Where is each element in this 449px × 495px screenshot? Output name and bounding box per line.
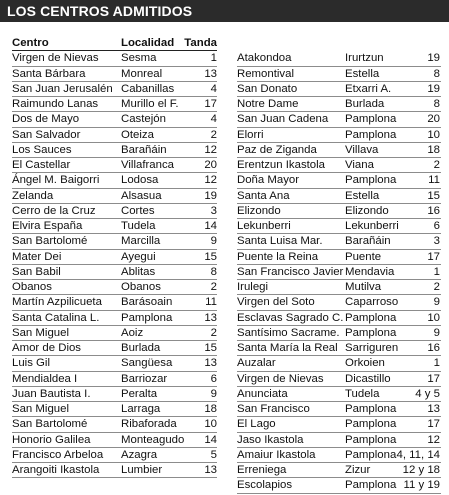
- cell-localidad: Ribaforada: [121, 418, 177, 431]
- table-row: [12, 280, 217, 295]
- table-row: [237, 97, 441, 112]
- cell-centro: Notre Dame: [237, 98, 299, 110]
- table-row: [12, 433, 217, 448]
- cell-centro: Erreniega: [237, 464, 287, 476]
- cell-localidad: Orkoien: [345, 357, 385, 370]
- cell-tanda: 1: [433, 357, 440, 370]
- cell-tanda: 18: [204, 403, 217, 415]
- cell-localidad: Murillo el F.: [121, 98, 179, 110]
- cell-centro: San Juan Cadena: [237, 113, 329, 126]
- cell-centro: Zelanda: [12, 189, 54, 202]
- cell-localidad: Sangüesa: [121, 357, 173, 370]
- cell-centro: Santa Catalina L.: [12, 311, 100, 324]
- table-row: [12, 158, 217, 173]
- cell-centro: Santa Bárbara: [12, 67, 86, 80]
- cell-localidad: Lumbier: [121, 464, 163, 476]
- cell-tanda: 4: [210, 113, 217, 126]
- cell-localidad: Caparroso: [345, 296, 399, 309]
- cell-tanda: 14: [204, 433, 217, 446]
- cell-tanda: 20: [427, 113, 440, 126]
- cell-centro: San Salvador: [12, 128, 81, 141]
- cell-centro: Mendialdea I: [12, 372, 78, 385]
- cell-localidad: Mendavia: [345, 265, 395, 278]
- cell-localidad: Pamplona: [345, 326, 397, 339]
- table-row: [12, 326, 217, 341]
- cell-centro: Elvira España: [12, 220, 83, 232]
- cell-localidad: Aoiz: [121, 326, 144, 339]
- cell-localidad: Burlada: [121, 342, 161, 354]
- table-row: [12, 67, 217, 82]
- cell-localidad: Obanos: [121, 281, 161, 293]
- cell-centro: Santa María la Real: [237, 342, 338, 354]
- cell-centro: Doña Mayor: [237, 174, 300, 187]
- table-row: [12, 295, 217, 310]
- cell-tanda: 17: [427, 418, 440, 431]
- right-table: [237, 36, 441, 494]
- table-row: [237, 387, 441, 402]
- cell-localidad: Sesma: [121, 52, 157, 65]
- cell-localidad: Cabanillas: [121, 82, 175, 95]
- cell-tanda: 19: [427, 52, 440, 65]
- table-row: [237, 402, 441, 417]
- table-row: [12, 463, 217, 478]
- cell-tanda: 12: [427, 433, 440, 446]
- cell-centro: Escolapios: [237, 479, 293, 492]
- table-header: [12, 36, 217, 51]
- table-row: [12, 341, 217, 356]
- header-localidad: Localidad: [121, 37, 175, 49]
- cell-centro: Jaso Ikastola: [237, 433, 304, 446]
- cell-tanda: 17: [427, 372, 440, 385]
- cell-tanda: 18: [427, 143, 440, 156]
- cell-tanda: 11: [205, 296, 217, 309]
- table-row: [237, 173, 441, 188]
- cell-localidad: Barañáin: [345, 235, 391, 248]
- cell-tanda: 16: [427, 204, 440, 217]
- cell-tanda: 11 y 19: [403, 479, 440, 492]
- cell-localidad: Mutilva: [345, 281, 382, 293]
- table-row: [12, 189, 217, 204]
- table-row: [237, 158, 441, 173]
- cell-tanda: 9: [433, 326, 440, 339]
- cell-centro: Dos de Mayo: [12, 113, 80, 126]
- cell-tanda: 10: [427, 311, 440, 324]
- cell-localidad: Sarriguren: [345, 342, 399, 354]
- table-row: [12, 311, 217, 326]
- cell-centro: San Francisco Javier: [237, 265, 344, 278]
- cell-centro: San Miguel: [12, 326, 69, 339]
- cell-localidad: Barriozar: [121, 372, 168, 385]
- table-row: [12, 234, 217, 249]
- cell-centro: San Bartolomé: [12, 418, 88, 431]
- cell-tanda: 8: [210, 265, 217, 278]
- cell-localidad: Estella: [345, 189, 380, 202]
- table-row: [237, 356, 441, 371]
- cell-centro: San Juan Jerusalén: [12, 82, 113, 95]
- cell-localidad: Castejón: [121, 113, 166, 126]
- table-row: [12, 372, 217, 387]
- table-row: [12, 173, 217, 188]
- cell-centro: San Miguel: [12, 403, 69, 415]
- cell-tanda: 2: [210, 128, 217, 141]
- cell-tanda: 2: [433, 281, 440, 293]
- cell-tanda: 19: [204, 189, 217, 202]
- cell-localidad: Barañáin: [121, 143, 167, 156]
- cell-centro: Santísimo Sacrame.: [237, 326, 340, 339]
- cell-localidad: Elizondo: [345, 204, 389, 217]
- table-row: [237, 478, 441, 493]
- cell-localidad: Marcilla: [121, 235, 161, 248]
- cell-centro: Atakondoa: [237, 52, 292, 65]
- cell-centro: Elizondo: [237, 204, 281, 217]
- header-centro: Centro: [12, 37, 49, 49]
- cell-tanda: 12: [204, 143, 217, 156]
- table-row: [12, 51, 217, 66]
- title-banner: [0, 0, 449, 22]
- cell-localidad: Burlada: [345, 98, 385, 110]
- cell-tanda: 2: [210, 281, 217, 293]
- cell-tanda: 4: [210, 82, 217, 95]
- cell-tanda: 1: [433, 265, 440, 278]
- cell-tanda: 1: [210, 52, 217, 65]
- cell-tanda: 9: [433, 296, 440, 309]
- cell-tanda: 16: [427, 342, 440, 354]
- table-row: [237, 326, 441, 341]
- cell-centro: Santa Luisa Mar.: [237, 235, 323, 248]
- cell-centro: San Donato: [237, 82, 298, 95]
- table-row: [237, 219, 441, 234]
- cell-centro: Los Sauces: [12, 143, 72, 156]
- cell-localidad: Puente: [345, 250, 382, 263]
- cell-tanda: 6: [210, 372, 217, 385]
- cell-centro: El Lago: [237, 418, 276, 431]
- cell-tanda: 13: [204, 464, 217, 476]
- cell-centro: Puente la Reina: [237, 250, 319, 263]
- left-table: [12, 36, 217, 478]
- cell-localidad: Lodosa: [121, 174, 159, 187]
- table-row: [12, 448, 217, 463]
- cell-tanda: 15: [204, 250, 217, 263]
- table-row: [237, 250, 441, 265]
- cell-tanda: 8: [433, 98, 440, 110]
- table-row: [12, 356, 217, 371]
- cell-localidad: Pamplona: [345, 403, 397, 415]
- table-row: [237, 51, 441, 66]
- cell-centro: Cerro de la Cruz: [12, 204, 96, 217]
- cell-localidad: Dicastillo: [345, 372, 391, 385]
- header-tanda: Tanda: [184, 37, 217, 49]
- cell-localidad: Pamplona: [345, 448, 397, 461]
- cell-localidad: Ayegui: [121, 250, 156, 263]
- table-row: [237, 311, 441, 326]
- table-row: [237, 143, 441, 158]
- cell-centro: Paz de Ziganda: [237, 143, 317, 156]
- cell-tanda: 20: [204, 159, 217, 171]
- table-row: [12, 97, 217, 112]
- cell-localidad: Pamplona: [345, 174, 397, 187]
- cell-centro: Santa Ana: [237, 189, 290, 202]
- table-row: [12, 143, 217, 158]
- cell-localidad: Barásoain: [121, 296, 173, 309]
- cell-localidad: Pamplona: [345, 479, 397, 492]
- table-row: [237, 372, 441, 387]
- cell-centro: El Castellar: [12, 159, 71, 171]
- table-row: [237, 67, 441, 82]
- page-title: LOS CENTROS ADMITIDOS: [7, 3, 193, 19]
- table-row: [12, 82, 217, 97]
- cell-centro: Luis Gil: [12, 357, 50, 370]
- cell-tanda: 8: [433, 67, 440, 80]
- cell-centro: Lekunberri: [237, 220, 291, 232]
- cell-tanda: 9: [210, 235, 217, 248]
- cell-tanda: 15: [204, 342, 217, 354]
- cell-tanda: 17: [204, 98, 217, 110]
- cell-tanda: 3: [433, 235, 440, 248]
- cell-centro: Irulegi: [237, 281, 269, 293]
- table-row: [237, 128, 441, 143]
- cell-tanda: 13: [204, 357, 217, 370]
- cell-tanda: 13: [204, 67, 217, 80]
- cell-tanda: 12: [204, 174, 217, 187]
- table-row: [237, 112, 441, 127]
- cell-centro: Remontival: [237, 67, 294, 80]
- cell-centro: Erentzun Ikastola: [237, 159, 326, 171]
- cell-centro: Francisco Arbeloa: [12, 448, 104, 461]
- table-row: [237, 295, 441, 310]
- table-row: [237, 82, 441, 97]
- cell-localidad: Tudela: [345, 387, 380, 400]
- cell-localidad: Etxarri A.: [345, 82, 392, 95]
- cell-tanda: 13: [427, 403, 440, 415]
- cell-centro: Martín Azpilicueta: [12, 296, 102, 309]
- cell-localidad: Tudela: [121, 220, 156, 232]
- table-row: [237, 417, 441, 432]
- table-row: [12, 204, 217, 219]
- cell-centro: Raimundo Lanas: [12, 98, 99, 110]
- cell-centro: Ángel M. Baigorri: [12, 174, 100, 187]
- cell-tanda: 2: [433, 159, 440, 171]
- table-row: [237, 189, 441, 204]
- table-header-spacer: [237, 36, 441, 51]
- table-row: [12, 219, 217, 234]
- cell-centro: Elorri: [237, 128, 264, 141]
- cell-centro: Honorio Galilea: [12, 433, 91, 446]
- table-row: [237, 433, 441, 448]
- cell-localidad: Cortes: [121, 204, 155, 217]
- cell-tanda: 11: [428, 174, 440, 187]
- table-row: [237, 280, 441, 295]
- cell-localidad: Villava: [345, 143, 379, 156]
- cell-tanda: 2: [210, 326, 217, 339]
- cell-localidad: Pamplona: [345, 311, 397, 324]
- cell-centro: Amaiur Ikastola: [237, 448, 316, 461]
- table-row: [12, 112, 217, 127]
- cell-tanda: 3: [210, 204, 217, 217]
- table-row: [12, 128, 217, 143]
- table-row: [12, 250, 217, 265]
- cell-centro: San Bartolomé: [12, 235, 88, 248]
- cell-centro: Virgen del Soto: [237, 296, 315, 309]
- cell-localidad: Estella: [345, 67, 380, 80]
- cell-localidad: Lekunberri: [345, 220, 399, 232]
- cell-tanda: 14: [204, 220, 217, 232]
- cell-centro: Obanos: [12, 281, 52, 293]
- table-row: [12, 265, 217, 280]
- table-row: [12, 417, 217, 432]
- table-row: [237, 463, 441, 478]
- cell-centro: Esclavas Sagrado C.: [237, 311, 344, 324]
- cell-localidad: Peralta: [121, 387, 158, 400]
- cell-tanda: 9: [210, 387, 217, 400]
- cell-centro: Amor de Dios: [12, 342, 82, 354]
- cell-localidad: Pamplona: [345, 418, 397, 431]
- table-row: [237, 265, 441, 280]
- cell-tanda: 13: [204, 311, 217, 324]
- table-row: [12, 387, 217, 402]
- cell-localidad: Pamplona: [121, 311, 173, 324]
- cell-centro: San Francisco: [237, 403, 310, 415]
- cell-localidad: Irurtzun: [345, 52, 384, 65]
- cell-localidad: Alsasua: [121, 189, 162, 202]
- cell-tanda: 19: [427, 82, 440, 95]
- cell-localidad: Larraga: [121, 403, 161, 415]
- cell-localidad: Zizur: [345, 464, 371, 476]
- cell-tanda: 6: [433, 220, 440, 232]
- cell-tanda: 15: [427, 189, 440, 202]
- cell-localidad: Ablitas: [121, 265, 156, 278]
- cell-localidad: Monteagudo: [121, 433, 185, 446]
- table-row: [237, 204, 441, 219]
- cell-tanda: 10: [204, 418, 217, 431]
- cell-tanda: 12 y 18: [402, 464, 440, 476]
- cell-localidad: Pamplona: [345, 113, 397, 126]
- table-row: [237, 234, 441, 249]
- cell-localidad: Azagra: [121, 448, 158, 461]
- cell-localidad: Pamplona: [345, 433, 397, 446]
- cell-tanda: 5: [210, 448, 217, 461]
- cell-centro: Auzalar: [237, 357, 276, 370]
- cell-tanda: 4, 11, 14: [396, 448, 440, 461]
- cell-centro: Arangoiti Ikastola: [12, 464, 100, 476]
- table-row: [12, 402, 217, 417]
- cell-localidad: Oteiza: [121, 128, 154, 141]
- cell-centro: San Babil: [12, 265, 61, 278]
- cell-localidad: Pamplona: [345, 128, 397, 141]
- cell-centro: Virgen de Nievas: [12, 52, 99, 65]
- table-row: [237, 448, 441, 463]
- cell-centro: Mater Dei: [12, 250, 62, 263]
- cell-tanda: 10: [427, 128, 440, 141]
- cell-localidad: Viana: [345, 159, 374, 171]
- cell-centro: Anunciata: [237, 387, 288, 400]
- cell-localidad: Monreal: [121, 67, 163, 80]
- cell-tanda: 4 y 5: [415, 387, 440, 400]
- cell-centro: Juan Bautista I.: [12, 387, 91, 400]
- cell-localidad: Villafranca: [121, 159, 174, 171]
- cell-tanda: 17: [427, 250, 440, 263]
- table-row: [237, 341, 441, 356]
- cell-centro: Virgen de Nievas: [237, 372, 324, 385]
